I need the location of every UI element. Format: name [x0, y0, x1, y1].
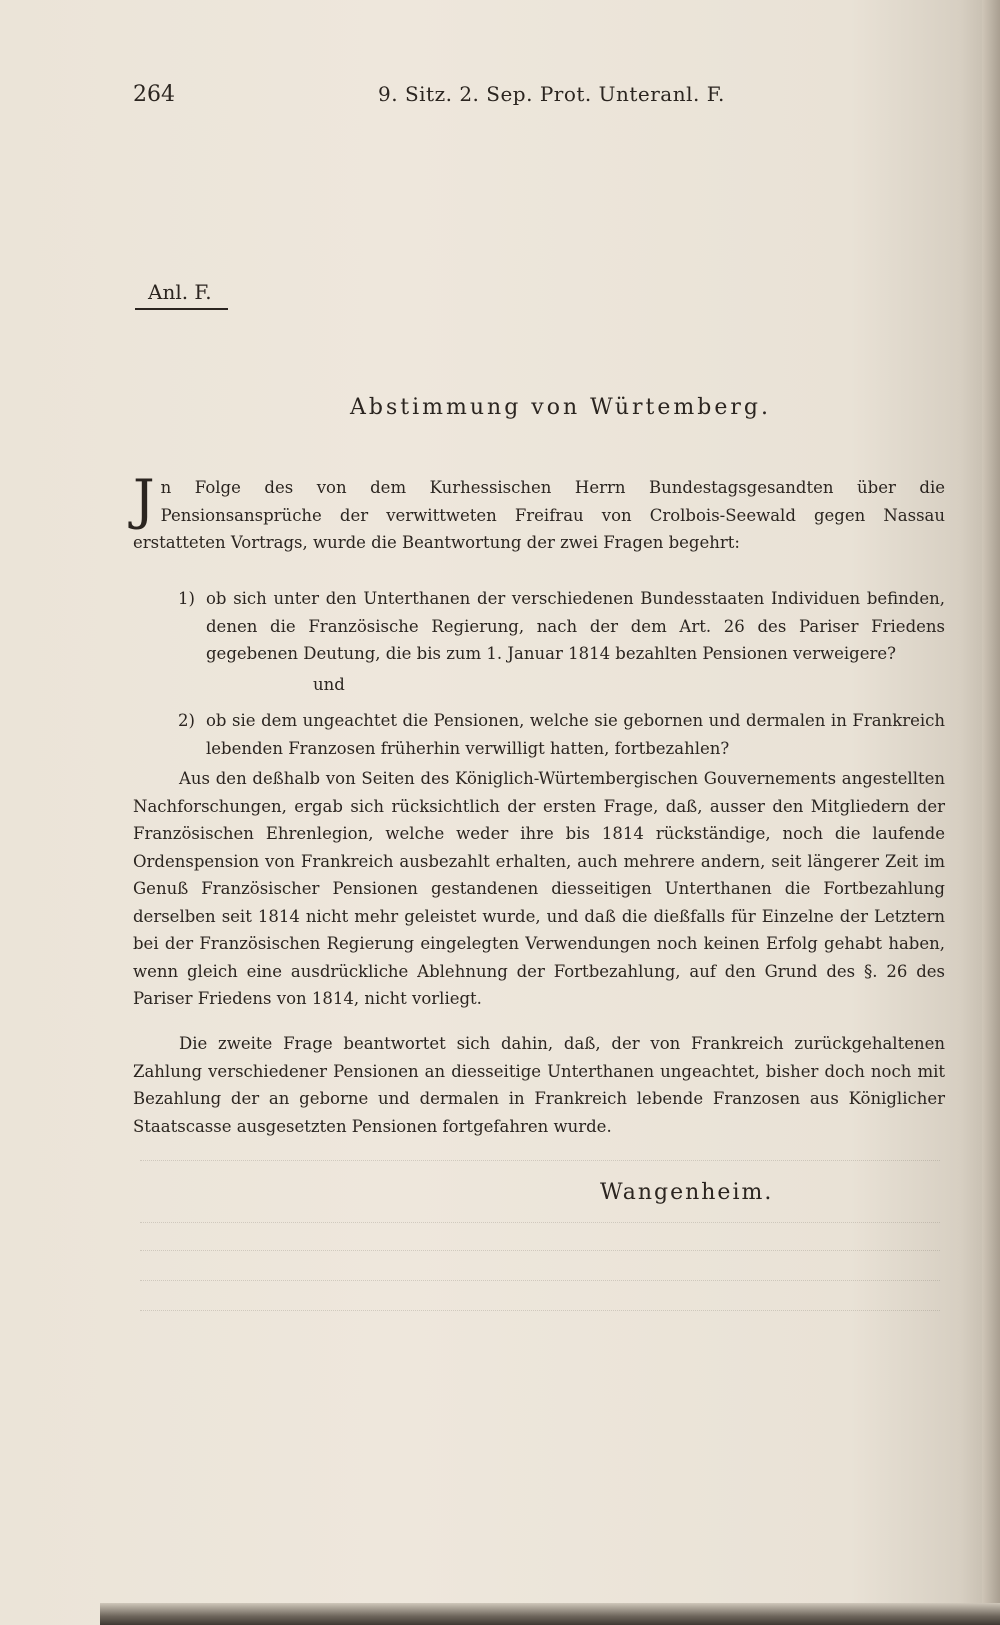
question-number: 1) — [178, 589, 195, 608]
question-text: ob sich unter den Unterthanen der verschiedenen Bundesstaaten Individuen befinden, denen die Französische Regierung, nach der dem Art. 26 des Pariser Friedens gegebenen Deutung, die bis zum 1. Januar 1814 bezahlten Pensionen verweigere? — [206, 589, 945, 663]
intro-dropcap: J — [133, 468, 155, 531]
question-item — [178, 585, 945, 668]
page-header — [133, 82, 733, 112]
result-paragraph-first: Aus den deßhalb von Seiten des Königlich-Würtembergischen Gouvernements angestellten Nachforschungen, ergab sich rücksichtlich der ersten Frage, daß, ausser den Mitgliedern der Französischen Ehrenlegion, welche weder ihre bis 1814 rückständige, noch die laufende Ordenspension von Frankreich ausbezahlt erhalten, auch mehrere andern, seit längerer Zeit im Genuß Französischer Pensionen gestandenen diesseitigen Unterthanen die Fortbezahlung derselben seit 1814 nicht mehr geleistet wurde, und daß die dießfalls für Einzelne der Letztern bei der Französischen Regierung eingelegten Verwendungen noch keinen Erfolg gehabt haben, wenn gleich eine ausdrückliche Ablehnung der Fortbezahlung, auf den Grund des §. 26 des Pariser Friedens von 1814, nicht vorliegt. — [133, 769, 945, 1008]
bleed-through-line — [140, 1310, 940, 1311]
bleed-through-line — [140, 1222, 940, 1223]
page-number: 264 — [133, 82, 175, 107]
appendix-label: Anl. F. — [148, 280, 212, 304]
document-title: Abstimmung von Würtemberg. — [350, 395, 771, 420]
page-right-edge — [982, 0, 1000, 1625]
intro-text: n Folge des von dem Kurhessischen Herrn Bundestagsgesandten über die Pensionsansprüche der verwittweten Freifrau von Crolbois-Seewald gegen Nassau erstatteten Vortrags, wurde die Beantwortung der zwei Fragen begehrt: — [133, 478, 945, 552]
signature: Wangenheim. — [600, 1180, 774, 1205]
bleed-through-line — [140, 1280, 940, 1281]
result-paragraph-second: Die zweite Frage beantwortet sich dahin, daß, der von Frankreich zurückgehaltenen Zahlung verschiedener Pensionen an diesseitige Unterthanen ungeachtet, bisher doch noch mit Bezahlung der an geborne und dermalen in Frankreich lebende Franzosen aus Königlicher Staatscasse ausgesetzten Pensionen fortgefahren wurde. — [133, 1034, 945, 1136]
question-text: ob sie dem ungeachtet die Pensionen, welche sie gebornen und dermalen in Frankreich lebenden Franzosen früherhin verwilligt hatten, fortbezahlen? — [206, 711, 945, 758]
question-item — [178, 707, 945, 762]
question-number: 2) — [178, 711, 195, 730]
running-head: 9. Sitz. 2. Sep. Prot. Unteranl. F. — [378, 82, 725, 106]
intro-paragraph — [133, 468, 945, 557]
appendix-label-rule — [135, 308, 228, 310]
bleed-through-line — [140, 1250, 940, 1251]
bleed-through-line — [140, 1160, 940, 1161]
conjunction-und: und — [313, 675, 345, 694]
page-bottom-edge — [100, 1603, 1000, 1625]
